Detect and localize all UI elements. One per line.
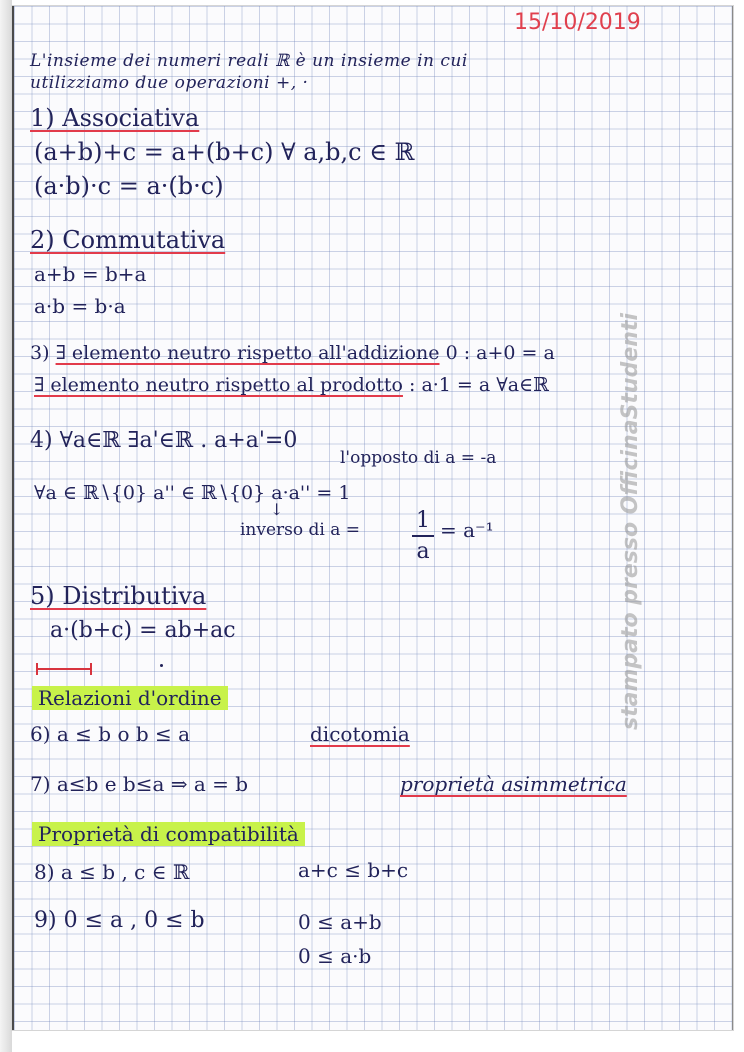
dicotomia-eq: 6) a ≤ b o b ≤ a xyxy=(30,722,191,746)
asimmetrica-name: proprietà asimmetrica xyxy=(400,772,627,796)
inverso-definition: ∀a ∈ ℝ∖{0} a'' ∈ ℝ∖{0} a·a'' = 1 xyxy=(34,482,351,504)
compat-9-right-sum: 0 ≤ a+b xyxy=(298,910,382,934)
distributiva-eq: a·(b+c) = ab+ac xyxy=(50,618,236,643)
inverso-label: inverso di a = xyxy=(240,520,361,540)
associativa-product-eq: (a·b)·c = a·(b·c) xyxy=(34,172,224,200)
dicotomia-name: dicotomia xyxy=(310,722,410,746)
neutro-prodotto-line: ∃ elemento neutro rispetto al prodotto : a·1 = a ∀a∈ℝ xyxy=(34,374,549,396)
fraction-numerator: 1 xyxy=(416,508,430,533)
associativa-sum-eq: (a+b)+c = a+(b+c) ∀ a,b,c ∈ ℝ xyxy=(34,138,415,166)
opposto-definition: 4) ∀a∈ℝ ∃a'∈ℝ . a+a'=0 xyxy=(30,428,298,453)
commutativa-sum-eq: a+b = b+a xyxy=(34,262,147,286)
notebook-spine xyxy=(0,0,12,1052)
red-divider-mark xyxy=(36,668,92,670)
heading-relazioni: Relazioni d'ordine xyxy=(32,686,228,710)
fraction-bar xyxy=(412,535,434,537)
asimmetrica-eq: 7) a≤b e b≤a ⇒ a = b xyxy=(30,772,249,796)
heading-commutativa: 2) Commutativa xyxy=(30,226,226,254)
compat-8-left: 8) a ≤ b , c ∈ ℝ xyxy=(34,860,190,884)
compat-9-right-product: 0 ≤ a·b xyxy=(298,944,372,968)
intro-line-2: utilizziamo due operazioni +, · xyxy=(30,73,309,93)
compat-9-left: 9) 0 ≤ a , 0 ≤ b xyxy=(34,908,205,933)
intro-line-1: L'insieme dei numeri reali ℝ è un insieme in cui xyxy=(30,51,468,71)
ink-dot xyxy=(160,664,163,667)
commutativa-product-eq: a·b = b·a xyxy=(34,294,126,318)
date-label: 15/10/2019 xyxy=(514,10,641,35)
compat-8-right: a+c ≤ b+c xyxy=(298,858,409,882)
heading-associativa: 1) Associativa xyxy=(30,104,200,132)
inverso-fraction xyxy=(412,508,434,564)
heading-distributiva: 5) Distributiva xyxy=(30,582,207,610)
opposto-label: l'opposto di a = -a xyxy=(340,448,497,468)
fraction-denominator: a xyxy=(416,539,430,564)
neutro-addizione-line: 3) ∃ elemento neutro rispetto all'addizione 0 : a+0 = a xyxy=(30,342,555,364)
down-arrow-icon: ↓ xyxy=(270,500,284,519)
inverso-power: = a⁻¹ xyxy=(440,518,494,542)
heading-compatibilita: Proprietà di compatibilità xyxy=(32,822,305,846)
